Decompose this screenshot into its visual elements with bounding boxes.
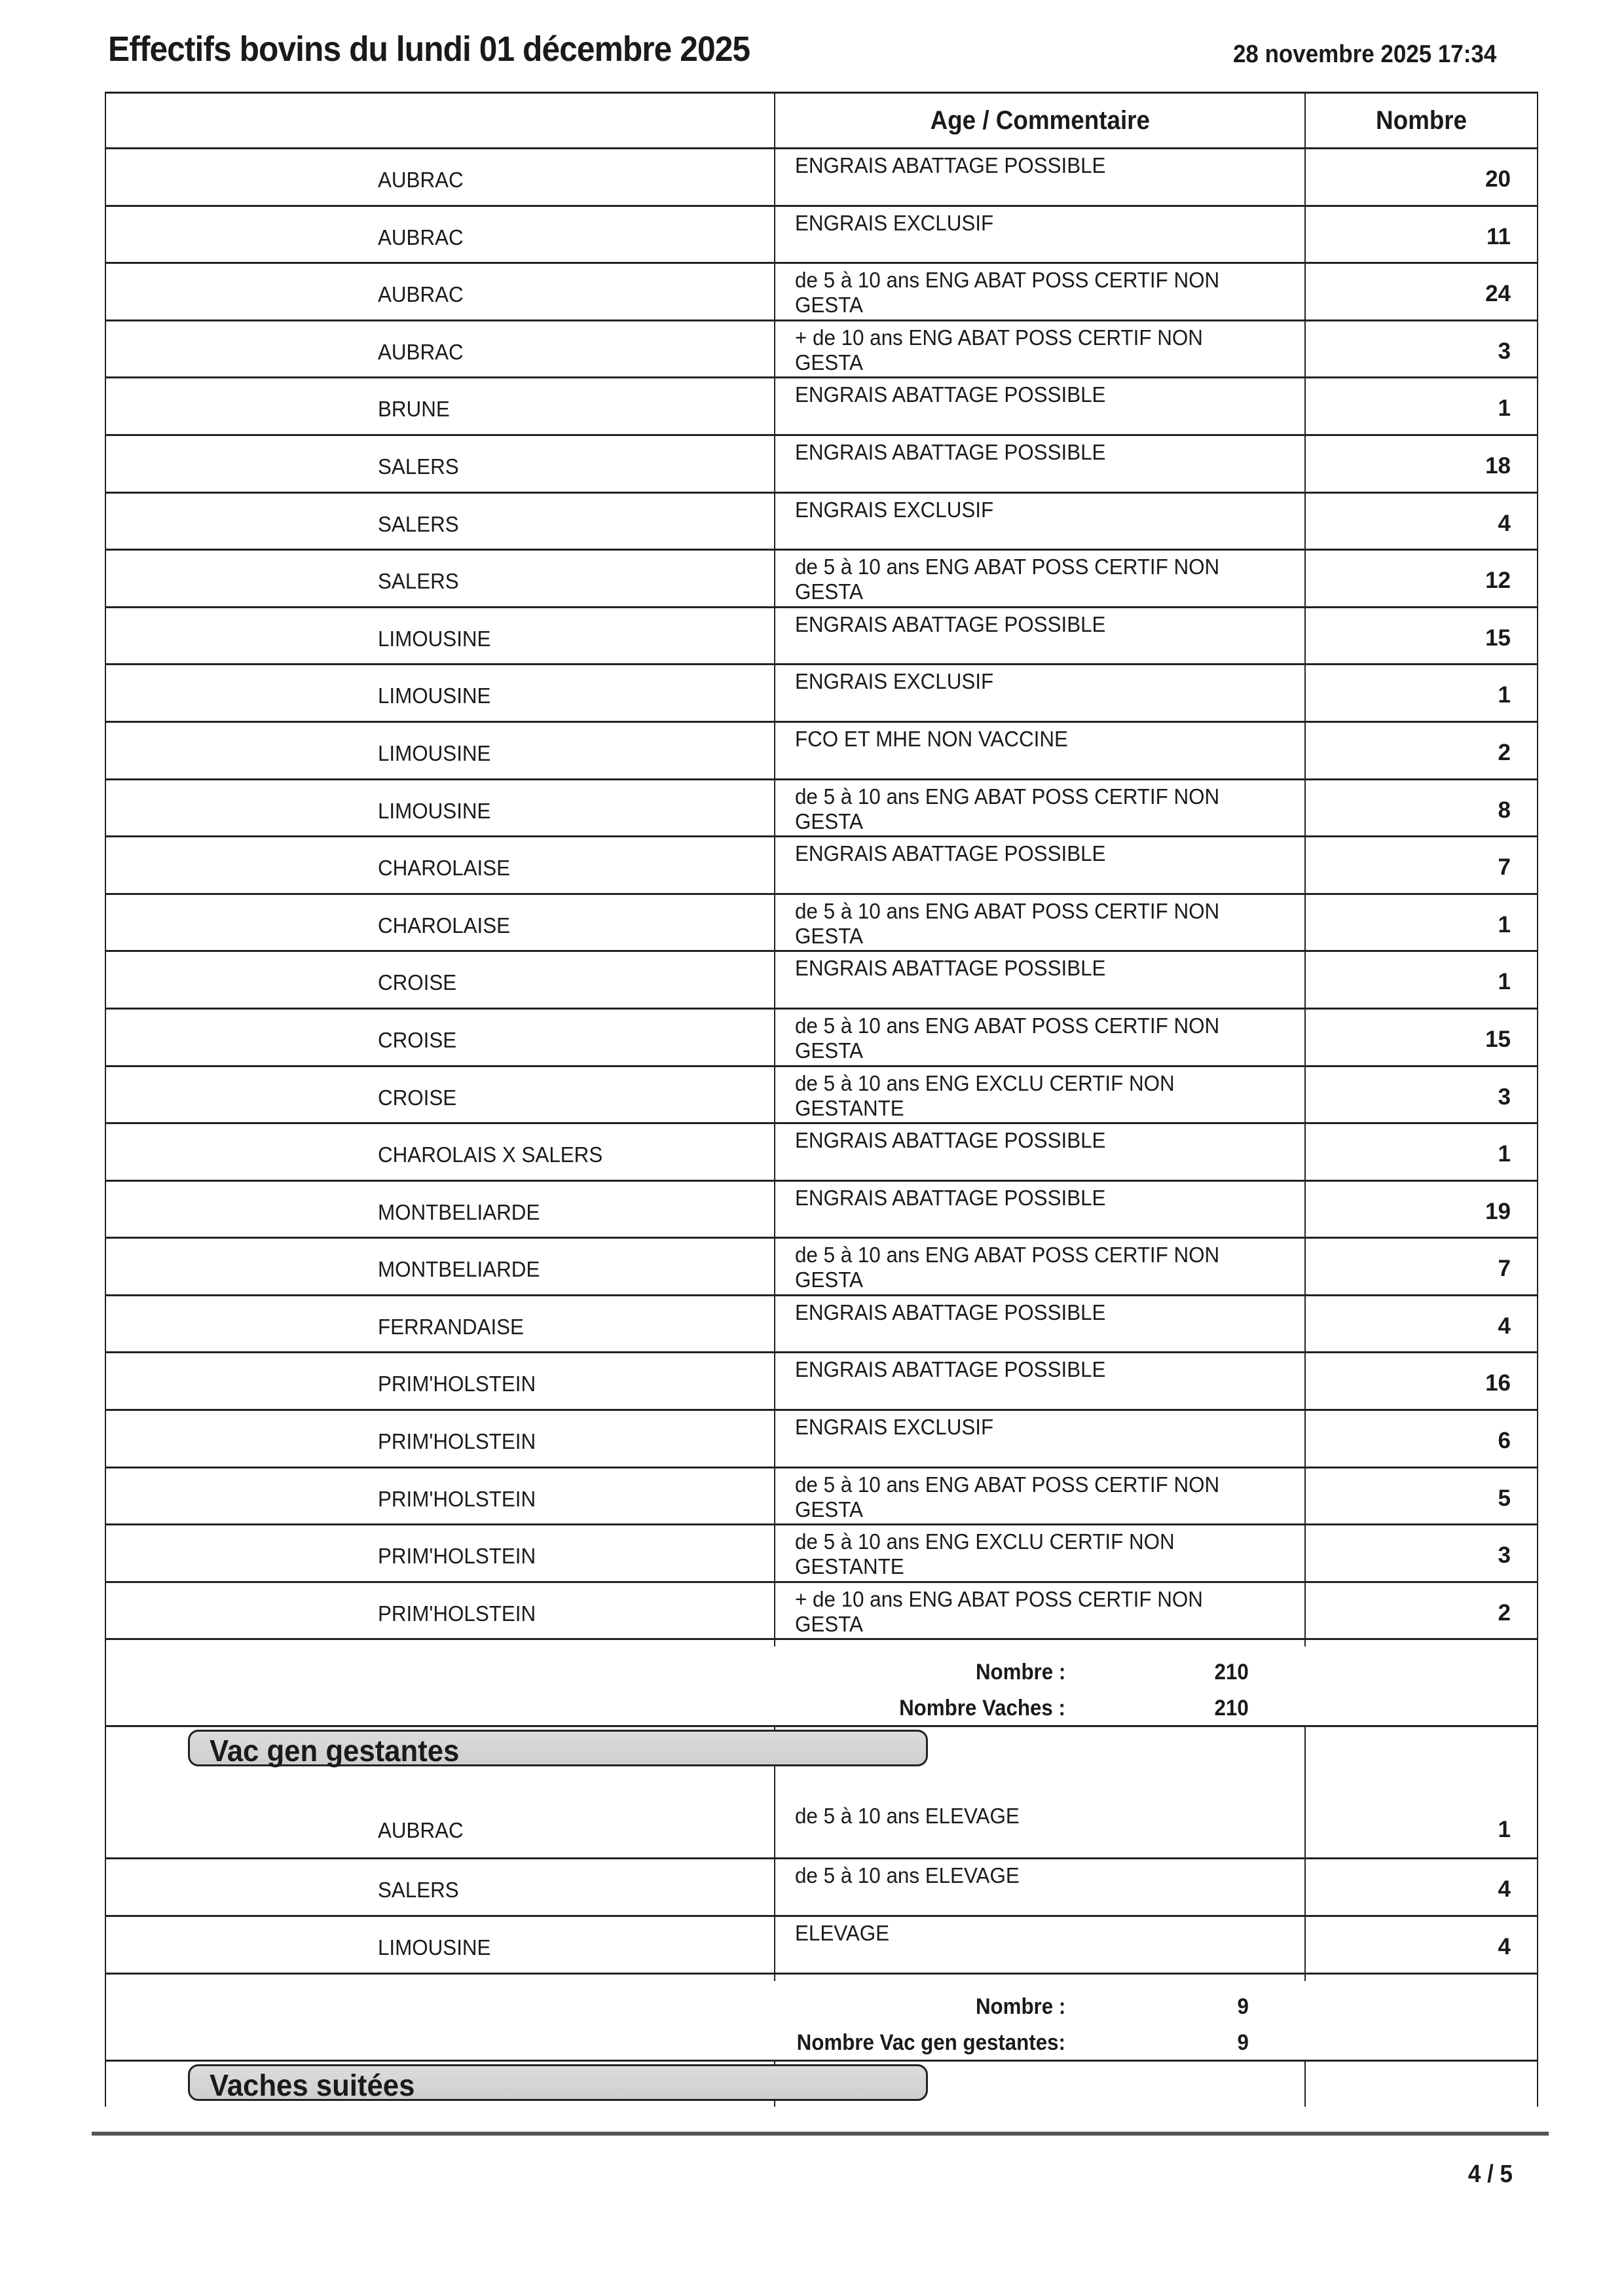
comment: de 5 à 10 ans ENG ABAT POSS CERTIF NON GESTA — [795, 898, 1220, 948]
count: 1 — [1498, 1141, 1511, 1167]
count-cell — [1304, 723, 1537, 778]
count-cell — [1304, 551, 1537, 606]
table-row — [106, 1294, 1537, 1352]
breed: CHAROLAIS X SALERS — [378, 1142, 603, 1167]
breed-cell — [106, 1124, 774, 1180]
breed: MONTBELIARDE — [378, 1257, 540, 1282]
comment-cell — [774, 436, 1304, 492]
document-title: Effectifs bovins du lundi 01 décembre 2025 — [108, 29, 750, 69]
header-comment-cell — [774, 94, 1304, 147]
breed: AUBRAC — [378, 168, 464, 192]
comment: ENGRAIS ABATTAGE POSSIBLE — [795, 439, 1106, 464]
count: 19 — [1485, 1198, 1511, 1224]
table-row — [106, 205, 1537, 263]
breed: PRIM'HOLSTEIN — [378, 1372, 536, 1396]
section-rows-vac-gen-gestantes — [106, 1784, 1537, 1972]
breed: AUBRAC — [378, 225, 464, 249]
section-title-pill — [188, 1730, 928, 1766]
table-row — [106, 778, 1537, 836]
count-cell — [1304, 1859, 1537, 1915]
breed-cell — [106, 1859, 774, 1915]
breed: SALERS — [378, 454, 459, 479]
breed-cell — [106, 207, 774, 263]
breed: SALERS — [378, 511, 459, 536]
section-total-value: 9 — [1237, 1994, 1249, 2019]
comment-cell — [774, 837, 1304, 893]
comment-cell — [774, 1525, 1304, 1581]
breed-cell — [106, 1353, 774, 1409]
count-cell — [1304, 1353, 1537, 1409]
table-row — [106, 147, 1537, 205]
breed: FERRANDAISE — [378, 1314, 524, 1339]
breed: CROISE — [378, 1085, 457, 1110]
footer-divider — [92, 2132, 1549, 2136]
breed-cell — [106, 1525, 774, 1581]
comment-cell — [774, 1468, 1304, 1524]
count-cell — [1304, 895, 1537, 951]
count-cell — [1304, 1784, 1537, 1857]
section-title-pill — [188, 2064, 928, 2101]
comment-cell — [774, 895, 1304, 951]
cows-label: Nombre Vaches : — [899, 1696, 1065, 1721]
comment: de 5 à 10 ans ELEVAGE — [795, 1804, 1020, 1829]
count: 18 — [1485, 452, 1511, 479]
breed-cell — [106, 149, 774, 205]
count-cell — [1304, 1411, 1537, 1467]
table-row — [106, 1122, 1537, 1180]
count-cell — [1304, 149, 1537, 205]
table-row — [106, 549, 1537, 606]
comment: de 5 à 10 ans ENG ABAT POSS CERTIF NON GESTA — [795, 555, 1220, 604]
breed: SALERS — [378, 1878, 459, 1903]
table-row — [106, 1409, 1537, 1467]
count: 3 — [1498, 1084, 1511, 1110]
comment-cell — [774, 378, 1304, 434]
comment: ENGRAIS ABATTAGE POSSIBLE — [795, 956, 1106, 981]
comment-cell — [774, 780, 1304, 836]
table-row — [106, 606, 1537, 664]
count: 6 — [1498, 1428, 1511, 1454]
comment-cell — [774, 608, 1304, 664]
printed-timestamp: 28 novembre 2025 17:34 — [1232, 41, 1496, 68]
table-row — [106, 663, 1537, 721]
comment-cell — [774, 207, 1304, 263]
table-row — [106, 492, 1537, 549]
comment-cell — [774, 494, 1304, 549]
breed: LIMOUSINE — [378, 683, 491, 708]
table-row — [106, 950, 1537, 1008]
count: 8 — [1498, 797, 1511, 823]
count: 15 — [1485, 1026, 1511, 1052]
breed-cell — [106, 436, 774, 492]
count-cell — [1304, 1296, 1537, 1352]
livestock-table — [105, 92, 1538, 2107]
table-row — [106, 1351, 1537, 1409]
breed: AUBRAC — [378, 339, 464, 364]
table-row — [106, 1581, 1537, 1639]
count: 3 — [1498, 338, 1511, 364]
breed-cell — [106, 1182, 774, 1237]
comment-cell — [774, 149, 1304, 205]
comment-cell — [774, 1124, 1304, 1180]
count: 3 — [1498, 1542, 1511, 1569]
page-number: 4 / 5 — [1467, 2160, 1513, 2188]
breed-cell — [106, 1411, 774, 1467]
breed-cell — [106, 1067, 774, 1123]
breed: AUBRAC — [378, 282, 464, 307]
breed: LIMOUSINE — [378, 626, 491, 651]
breed: CROISE — [378, 970, 457, 995]
breed-cell — [106, 1784, 774, 1857]
breed-cell — [106, 494, 774, 549]
comment-cell — [774, 723, 1304, 778]
section-header-vac-gen-gestantes — [106, 1725, 1537, 1784]
count: 7 — [1498, 854, 1511, 881]
breed-cell — [106, 1583, 774, 1639]
breed: SALERS — [378, 569, 459, 594]
breed-cell — [106, 264, 774, 319]
comment: de 5 à 10 ans ENG EXCLU CERTIF NON GESTANTE — [795, 1070, 1175, 1120]
count-cell — [1304, 780, 1537, 836]
breed: BRUNE — [378, 397, 450, 422]
breed: CROISE — [378, 1027, 457, 1052]
breed-cell — [106, 837, 774, 893]
breed-cell — [106, 665, 774, 721]
comment: + de 10 ans ENG ABAT POSS CERTIF NON GESTA — [795, 325, 1203, 374]
comment-cell — [774, 1296, 1304, 1352]
comment-cell — [774, 1239, 1304, 1294]
breed: PRIM'HOLSTEIN — [378, 1601, 536, 1626]
section-sub-value: 9 — [1237, 2030, 1249, 2055]
header-comment-label: Age / Commentaire — [930, 105, 1150, 135]
comment: ENGRAIS ABATTAGE POSSIBLE — [795, 153, 1106, 177]
count-cell — [1304, 608, 1537, 664]
table-row — [106, 1915, 1537, 1973]
breed-cell — [106, 895, 774, 951]
comment: de 5 à 10 ans ENG ABAT POSS CERTIF NON GESTA — [795, 1243, 1220, 1292]
breed: MONTBELIARDE — [378, 1199, 540, 1224]
table-row — [106, 434, 1537, 492]
comment: de 5 à 10 ans ENG ABAT POSS CERTIF NON GESTA — [795, 1013, 1220, 1063]
section-total-label: Nombre : — [975, 1994, 1065, 2019]
comment-cell — [774, 264, 1304, 319]
comment: ENGRAIS ABATTAGE POSSIBLE — [795, 841, 1106, 866]
comment-cell — [774, 952, 1304, 1008]
comment: + de 10 ans ENG ABAT POSS CERTIF NON GESTA — [795, 1586, 1203, 1636]
count-cell — [1304, 1917, 1537, 1973]
header-breed-cell — [106, 94, 774, 147]
count-cell — [1304, 952, 1537, 1008]
count-cell — [1304, 436, 1537, 492]
count-cell — [1304, 1067, 1537, 1123]
section-title: Vaches suitées — [210, 2068, 415, 2102]
breed: AUBRAC — [378, 1818, 464, 1843]
section-header-vaches-suitees — [106, 2060, 1537, 2107]
table-header-row — [106, 92, 1537, 147]
count: 1 — [1498, 969, 1511, 995]
count-cell — [1304, 1468, 1537, 1524]
breed-cell — [106, 1239, 774, 1294]
table-row — [106, 262, 1537, 319]
comment: ENGRAIS ABATTAGE POSSIBLE — [795, 1185, 1106, 1210]
count: 1 — [1498, 682, 1511, 708]
count: 7 — [1498, 1256, 1511, 1282]
total-label: Nombre : — [975, 1660, 1065, 1685]
breed-cell — [106, 1917, 774, 1973]
table-row — [106, 835, 1537, 893]
header-count-label: Nombre — [1375, 105, 1467, 135]
table-row — [106, 1008, 1537, 1065]
header-count-cell — [1304, 94, 1537, 147]
table-row — [106, 1065, 1537, 1123]
count-cell — [1304, 1525, 1537, 1581]
breed-cell — [106, 1468, 774, 1524]
count-cell — [1304, 378, 1537, 434]
comment-cell — [774, 1859, 1304, 1915]
comment: ENGRAIS ABATTAGE POSSIBLE — [795, 382, 1106, 407]
count: 24 — [1485, 281, 1511, 307]
count-cell — [1304, 207, 1537, 263]
count: 5 — [1498, 1485, 1511, 1511]
main-summary — [106, 1638, 1537, 1725]
table-row — [106, 1784, 1537, 1857]
count: 2 — [1498, 739, 1511, 765]
comment-cell — [774, 321, 1304, 377]
breed: PRIM'HOLSTEIN — [378, 1544, 536, 1569]
comment-cell — [774, 665, 1304, 721]
comment: ENGRAIS ABATTAGE POSSIBLE — [795, 611, 1106, 636]
breed-cell — [106, 378, 774, 434]
breed: CHAROLAISE — [378, 856, 511, 881]
comment: ENGRAIS ABATTAGE POSSIBLE — [795, 1128, 1106, 1153]
breed-cell — [106, 952, 774, 1008]
count: 4 — [1498, 1876, 1511, 1903]
main-rows — [106, 147, 1537, 1638]
count: 4 — [1498, 1313, 1511, 1339]
count: 16 — [1485, 1370, 1511, 1396]
comment: ENGRAIS EXCLUSIF — [795, 210, 994, 235]
breed-cell — [106, 608, 774, 664]
section-title: Vac gen gestantes — [210, 1734, 460, 1768]
count: 1 — [1498, 1817, 1511, 1843]
count-cell — [1304, 1182, 1537, 1237]
count-cell — [1304, 837, 1537, 893]
count: 2 — [1498, 1599, 1511, 1626]
comment-cell — [774, 1353, 1304, 1409]
table-row — [106, 1180, 1537, 1237]
count-cell — [1304, 494, 1537, 549]
breed-cell — [106, 1296, 774, 1352]
breed-cell — [106, 1010, 774, 1065]
comment: de 5 à 10 ans ENG ABAT POSS CERTIF NON GESTA — [795, 1472, 1220, 1522]
count-cell — [1304, 665, 1537, 721]
comment: de 5 à 10 ans ENG ABAT POSS CERTIF NON GESTA — [795, 268, 1220, 318]
comment: ENGRAIS EXCLUSIF — [795, 669, 994, 694]
section-summary-vac-gen-gestantes — [106, 1973, 1537, 2060]
breed: PRIM'HOLSTEIN — [378, 1486, 536, 1511]
breed-cell — [106, 321, 774, 377]
breed: PRIM'HOLSTEIN — [378, 1429, 536, 1454]
comment-cell — [774, 1583, 1304, 1639]
comment-cell — [774, 1182, 1304, 1237]
comment: de 5 à 10 ans ENG ABAT POSS CERTIF NON GESTA — [795, 784, 1220, 833]
count: 20 — [1485, 166, 1511, 192]
count: 4 — [1498, 1934, 1511, 1960]
breed-cell — [106, 723, 774, 778]
comment: de 5 à 10 ans ELEVAGE — [795, 1863, 1020, 1888]
breed: CHAROLAISE — [378, 913, 511, 938]
table-row — [106, 376, 1537, 434]
table-row — [106, 721, 1537, 778]
breed-cell — [106, 551, 774, 606]
breed: LIMOUSINE — [378, 798, 491, 823]
count-cell — [1304, 1239, 1537, 1294]
comment-cell — [774, 1917, 1304, 1973]
comment: ENGRAIS ABATTAGE POSSIBLE — [795, 1357, 1106, 1382]
count-cell — [1304, 1010, 1537, 1065]
comment: ELEVAGE — [795, 1921, 890, 1946]
breed: LIMOUSINE — [378, 1935, 491, 1960]
count: 4 — [1498, 510, 1511, 536]
table-row — [106, 1467, 1537, 1524]
table-row — [106, 319, 1537, 377]
comment: ENGRAIS EXCLUSIF — [795, 1415, 994, 1440]
count: 11 — [1486, 223, 1511, 249]
count-cell — [1304, 264, 1537, 319]
comment-cell — [774, 1010, 1304, 1065]
comment: FCO ET MHE NON VACCINE — [795, 726, 1068, 751]
count-cell — [1304, 321, 1537, 377]
comment-cell — [774, 1784, 1304, 1857]
count: 12 — [1485, 568, 1511, 594]
section-sub-label: Nombre Vac gen gestantes: — [796, 2030, 1065, 2055]
breed-cell — [106, 780, 774, 836]
total-value: 210 — [1214, 1660, 1249, 1685]
table-row — [106, 893, 1537, 951]
count-cell — [1304, 1583, 1537, 1639]
comment-cell — [774, 1411, 1304, 1467]
count-cell — [1304, 1124, 1537, 1180]
table-row — [106, 1857, 1537, 1915]
breed: LIMOUSINE — [378, 740, 491, 765]
cows-value: 210 — [1214, 1696, 1249, 1721]
comment: ENGRAIS ABATTAGE POSSIBLE — [795, 1300, 1106, 1324]
table-row — [106, 1523, 1537, 1581]
comment: de 5 à 10 ans ENG EXCLU CERTIF NON GESTANTE — [795, 1529, 1175, 1579]
comment-cell — [774, 551, 1304, 606]
count: 15 — [1485, 625, 1511, 651]
count: 1 — [1498, 395, 1511, 422]
table-row — [106, 1237, 1537, 1294]
comment: ENGRAIS EXCLUSIF — [795, 497, 994, 522]
comment-cell — [774, 1067, 1304, 1123]
count: 1 — [1498, 911, 1511, 938]
